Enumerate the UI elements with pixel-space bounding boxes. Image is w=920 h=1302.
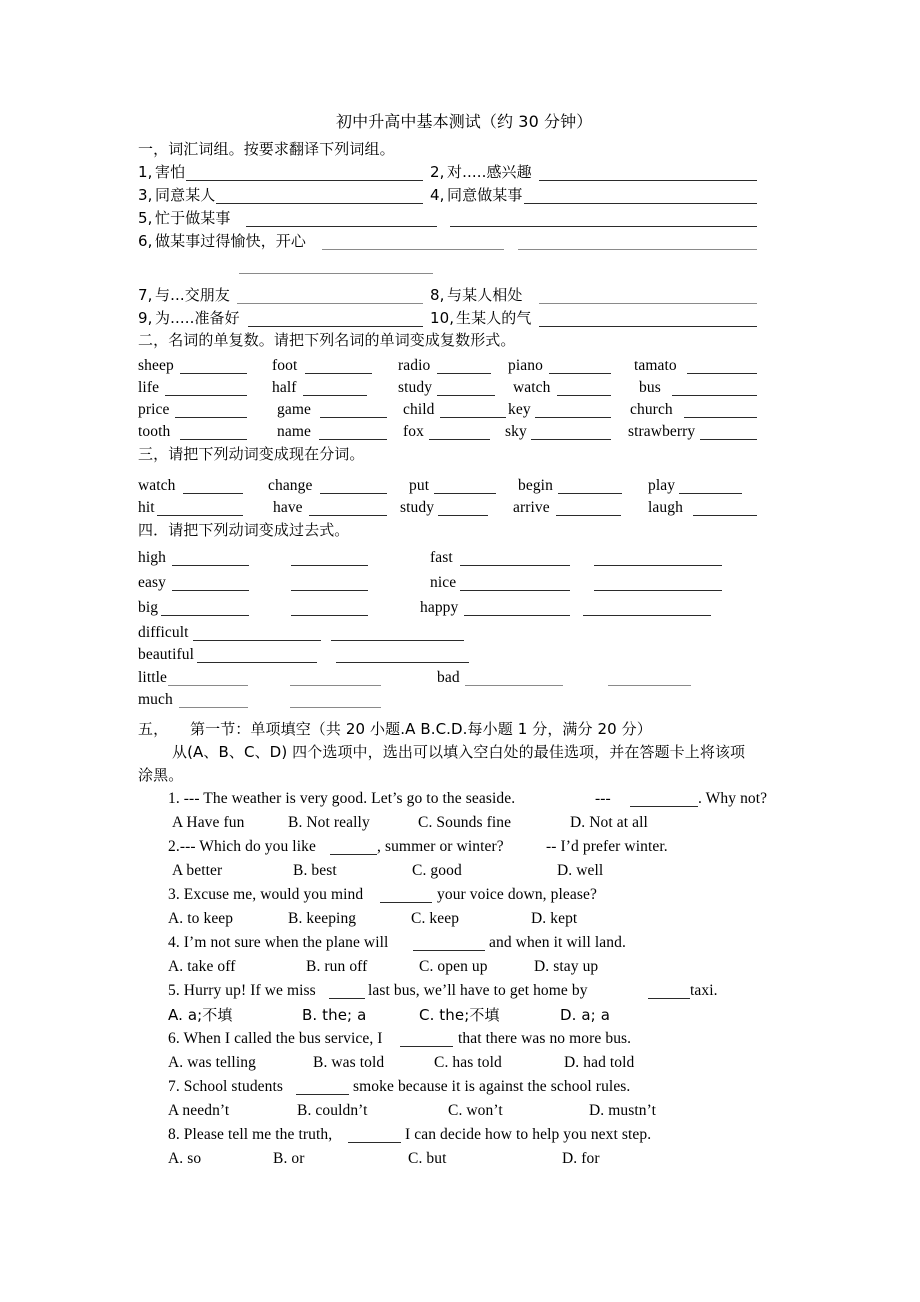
- section3-word-laugh: laugh: [648, 499, 683, 516]
- question-8-option-a[interactable]: A. so: [168, 1150, 202, 1167]
- section3-word-play: play: [648, 477, 676, 494]
- section3-blank-laugh[interactable]: [693, 515, 757, 516]
- question-5-option-c[interactable]: C. the;不填: [419, 1006, 500, 1024]
- section4-blank-big-2[interactable]: [291, 615, 368, 616]
- section4-word-little: little: [138, 669, 168, 686]
- question-3-option-d[interactable]: D. kept: [531, 910, 578, 927]
- section5-instruction-line2: 涂黑。: [138, 766, 184, 784]
- question-6-option-b[interactable]: B. was told: [313, 1054, 385, 1071]
- page-title: 初中升高中基本测试（约 30 分钟）: [336, 112, 593, 131]
- section2-word-name: name: [277, 423, 311, 440]
- section2-blank-tamato[interactable]: [687, 373, 757, 374]
- section1-blank-7[interactable]: [237, 303, 423, 304]
- section4-blank-happy-1[interactable]: [464, 615, 570, 616]
- question-4-stem-a: 4. I’m not sure when the plane will: [168, 934, 389, 951]
- question-6-stem-b: that there was no more bus.: [458, 1030, 632, 1047]
- question-4-blank[interactable]: [413, 950, 485, 951]
- section2-word-church: church: [630, 401, 673, 418]
- section3-blank-study[interactable]: [438, 515, 488, 516]
- section3-blank-change[interactable]: [320, 493, 387, 494]
- section4-blank-high-2[interactable]: [291, 565, 368, 566]
- section4-word-big: big: [138, 599, 159, 616]
- question-5-option-a[interactable]: A. a;不填: [168, 1006, 233, 1024]
- question-6-option-d[interactable]: D. had told: [564, 1054, 635, 1071]
- section4-blank-difficult-2[interactable]: [331, 640, 464, 641]
- section4-word-much: much: [138, 691, 173, 708]
- question-5-stem-a: 5. Hurry up! If we miss: [168, 982, 316, 999]
- section2-blank-price[interactable]: [175, 417, 247, 418]
- section5-instruction-line1: 从(A、B、C、D) 四个选项中，选出可以填入空白处的最佳选项，并在答题卡上将该项: [172, 743, 746, 761]
- section4-blank-high-1[interactable]: [172, 565, 249, 566]
- question-8-option-b[interactable]: B. or: [273, 1150, 305, 1167]
- section2-word-tooth: tooth: [138, 423, 171, 440]
- section1-blank-6c[interactable]: [239, 273, 433, 274]
- question-1-stem-a: 1. --- The weather is very good. Let’s go to the seaside.: [168, 790, 516, 807]
- section1-item-4-label: 同意做某事: [447, 186, 523, 204]
- section1-item-9-label: 为.....准备好: [155, 309, 240, 327]
- section2-word-study: study: [398, 379, 433, 396]
- section1-item-8-label: 与某人相处: [447, 286, 523, 304]
- section3-blank-arrive[interactable]: [556, 515, 621, 516]
- section1-blank-10[interactable]: [539, 326, 757, 327]
- section4-word-easy: easy: [138, 574, 166, 591]
- question-2-option-b[interactable]: B. best: [293, 862, 337, 879]
- question-5-blank-1[interactable]: [329, 998, 365, 999]
- question-2-option-d[interactable]: D. well: [557, 862, 604, 879]
- section2-blank-piano[interactable]: [549, 373, 611, 374]
- question-3-stem-b: your voice down, please?: [437, 886, 597, 903]
- section2-word-game: game: [277, 401, 311, 418]
- section2-blank-key[interactable]: [535, 417, 611, 418]
- question-8-option-c[interactable]: C. but: [408, 1150, 447, 1167]
- question-7-blank[interactable]: [296, 1094, 349, 1095]
- section4-word-fast: fast: [430, 549, 453, 566]
- section1-heading: 一，词汇词组。按要求翻译下列词组。: [138, 140, 395, 158]
- section4-blank-fast-1[interactable]: [460, 565, 570, 566]
- question-3-stem-a: 3. Excuse me, would you mind: [168, 886, 364, 903]
- section4-blank-fast-2[interactable]: [594, 565, 722, 566]
- section4-word-beautiful: beautiful: [138, 646, 194, 663]
- question-7-stem-a: 7. School students: [168, 1078, 284, 1095]
- question-5-option-b[interactable]: B. the; a: [302, 1006, 367, 1024]
- section2-word-bus: bus: [639, 379, 661, 396]
- section4-blank-bad-2[interactable]: [608, 685, 691, 686]
- section4-word-high: high: [138, 549, 166, 566]
- section1-blank-6a[interactable]: [322, 249, 504, 250]
- section1-item-8-num: 8,: [430, 286, 445, 304]
- question-4-option-a[interactable]: A. take off: [168, 958, 236, 975]
- section1-item-6-label: 做某事过得愉快，开心: [155, 232, 307, 250]
- section1-blank-4[interactable]: [524, 203, 757, 204]
- section3-word-hit: hit: [138, 499, 155, 516]
- section2-word-foot: foot: [272, 357, 298, 374]
- section2-blank-foot[interactable]: [305, 373, 372, 374]
- question-4-option-d[interactable]: D. stay up: [534, 958, 599, 975]
- question-5-option-d[interactable]: D. a; a: [560, 1006, 610, 1024]
- section1-item-4-num: 4,: [430, 186, 445, 204]
- section1-item-7-num: 7,: [138, 286, 153, 304]
- section2-blank-fox[interactable]: [429, 439, 490, 440]
- section4-word-bad: bad: [437, 669, 460, 686]
- question-4-option-b[interactable]: B. run off: [306, 958, 368, 975]
- section1-blank-3[interactable]: [216, 203, 423, 204]
- question-1-option-a[interactable]: A Have fun: [172, 814, 245, 831]
- section2-blank-life[interactable]: [165, 395, 247, 396]
- section4-word-nice: nice: [430, 574, 457, 591]
- question-2-blank[interactable]: [330, 854, 377, 855]
- section1-blank-1[interactable]: [186, 180, 423, 181]
- section3-blank-watch[interactable]: [183, 493, 243, 494]
- question-3-blank[interactable]: [380, 902, 432, 903]
- section4-blank-nice-2[interactable]: [594, 590, 722, 591]
- section4-blank-big-1[interactable]: [161, 615, 249, 616]
- section4-heading: 四．请把下列动词变成过去式。: [138, 521, 350, 539]
- section2-blank-radio[interactable]: [437, 373, 491, 374]
- question-6-option-c[interactable]: C. has told: [434, 1054, 502, 1071]
- section2-word-sheep: sheep: [138, 357, 174, 374]
- section3-word-study: study: [400, 499, 435, 516]
- question-1-blank[interactable]: [630, 806, 698, 807]
- question-5-blank-2[interactable]: [648, 998, 690, 999]
- question-1-option-d[interactable]: D. Not at all: [570, 814, 648, 831]
- question-6-stem-a: 6. When I called the bus service, I: [168, 1030, 383, 1047]
- section1-item-7-label: 与...交朋友: [155, 286, 231, 304]
- section4-word-happy: happy: [420, 599, 459, 616]
- section4-blank-easy-2[interactable]: [291, 590, 368, 591]
- section4-blank-difficult-1[interactable]: [193, 640, 321, 641]
- question-6-option-a[interactable]: A. was telling: [168, 1054, 256, 1071]
- section2-word-price: price: [138, 401, 170, 418]
- section1-item-10-num: 10,: [430, 309, 455, 327]
- section1-item-10-label: 生某人的气: [456, 309, 532, 327]
- section3-word-change: change: [268, 477, 313, 494]
- section2-heading: 二，名词的单复数。请把下列名词的单词变成复数形式。: [138, 331, 516, 349]
- section4-blank-little-2[interactable]: [290, 685, 381, 686]
- section2-word-radio: radio: [398, 357, 431, 374]
- section4-blank-bad-1[interactable]: [465, 685, 563, 686]
- section2-blank-bus[interactable]: [672, 395, 757, 396]
- section4-word-difficult: difficult: [138, 624, 189, 641]
- section2-blank-child[interactable]: [440, 417, 506, 418]
- section1-item-3-label: 同意某人: [155, 186, 216, 204]
- section2-blank-watch[interactable]: [557, 395, 611, 396]
- section1-item-2-num: 2,: [430, 163, 445, 181]
- section2-blank-tooth[interactable]: [180, 439, 247, 440]
- section1-item-5-label: 忙于做某事: [155, 209, 231, 227]
- section3-blank-play[interactable]: [679, 493, 742, 494]
- question-2-option-c[interactable]: C. good: [412, 862, 462, 879]
- question-1-option-c[interactable]: C. Sounds fine: [418, 814, 512, 831]
- section1-item-6-num: 6,: [138, 232, 153, 250]
- section4-blank-much-1[interactable]: [179, 707, 248, 708]
- section3-blank-begin[interactable]: [558, 493, 622, 494]
- section2-blank-study[interactable]: [437, 395, 495, 396]
- question-2-stem-a: 2.--- Which do you like: [168, 838, 316, 855]
- section3-blank-put[interactable]: [434, 493, 496, 494]
- question-7-option-a[interactable]: A needn’t: [168, 1102, 230, 1119]
- section2-word-strawberry: strawberry: [628, 423, 696, 440]
- section4-blank-nice-1[interactable]: [460, 590, 570, 591]
- section1-item-2-label: 对.....感兴趣: [447, 163, 532, 181]
- section1-blank-6b[interactable]: [518, 249, 757, 250]
- section3-blank-hit[interactable]: [157, 515, 243, 516]
- section3-word-watch: watch: [138, 477, 176, 494]
- section2-word-half: half: [272, 379, 297, 396]
- section2-blank-half[interactable]: [303, 395, 367, 396]
- question-3-option-b[interactable]: B. keeping: [288, 910, 357, 927]
- question-7-stem-b: smoke because it is against the school rules.: [353, 1078, 631, 1095]
- question-1-stem-c: . Why not?: [698, 790, 768, 807]
- question-1-stem-b: ---: [595, 790, 611, 807]
- section1-blank-5a[interactable]: [246, 226, 437, 227]
- section1-blank-8[interactable]: [539, 303, 757, 304]
- question-7-option-d[interactable]: D. mustn’t: [589, 1102, 657, 1119]
- section2-word-piano: piano: [508, 357, 543, 374]
- section1-item-1-num: 1,: [138, 163, 153, 181]
- section3-heading: 三，请把下列动词变成现在分词。: [138, 445, 365, 463]
- section2-blank-church[interactable]: [684, 417, 757, 418]
- section5-number: 五，: [138, 720, 169, 738]
- section1-item-9-num: 9,: [138, 309, 153, 327]
- section1-item-1-label: 害怕: [155, 163, 186, 181]
- section4-blank-little-1[interactable]: [168, 685, 248, 686]
- section3-word-put: put: [409, 477, 430, 494]
- section2-blank-strawberry[interactable]: [700, 439, 757, 440]
- section1-item-3-num: 3,: [138, 186, 153, 204]
- section1-item-5-num: 5,: [138, 209, 153, 227]
- section3-word-arrive: arrive: [513, 499, 550, 516]
- section4-blank-happy-2[interactable]: [583, 615, 711, 616]
- section2-word-sky: sky: [505, 423, 527, 440]
- section2-word-key: key: [508, 401, 531, 418]
- section5-heading: 第一节：单项填空（共 20 小题.A B.C.D.每小题 1 分，满分 20 分）: [190, 720, 652, 738]
- question-1-option-b[interactable]: B. Not really: [288, 814, 370, 831]
- question-2-stem-b: , summer or winter?: [377, 838, 504, 855]
- section2-word-tamato: tamato: [634, 357, 677, 374]
- question-4-option-c[interactable]: C. open up: [419, 958, 488, 975]
- section2-word-child: child: [403, 401, 435, 418]
- question-2-stem-c: -- I’d prefer winter.: [546, 838, 668, 855]
- section2-word-watch: watch: [513, 379, 551, 396]
- question-5-stem-b: last bus, we’ll have to get home by: [368, 982, 588, 999]
- section2-word-fox: fox: [403, 423, 424, 440]
- question-7-option-c[interactable]: C. won’t: [448, 1102, 503, 1119]
- section4-blank-easy-1[interactable]: [172, 590, 249, 591]
- section2-word-life: life: [138, 379, 160, 396]
- section1-blank-2[interactable]: [539, 180, 757, 181]
- section1-blank-5b[interactable]: [450, 226, 757, 227]
- section4-blank-beautiful-1[interactable]: [197, 662, 317, 663]
- question-3-option-a[interactable]: A. to keep: [168, 910, 234, 927]
- section1-blank-9[interactable]: [248, 326, 423, 327]
- section2-blank-sheep[interactable]: [180, 373, 247, 374]
- section3-word-have: have: [273, 499, 303, 516]
- question-7-option-b[interactable]: B. couldn’t: [297, 1102, 368, 1119]
- question-6-blank[interactable]: [400, 1046, 453, 1047]
- question-4-stem-b: and when it will land.: [489, 934, 626, 951]
- section4-blank-beautiful-2[interactable]: [336, 662, 469, 663]
- question-3-option-c[interactable]: C. keep: [411, 910, 460, 927]
- section2-blank-name[interactable]: [319, 439, 387, 440]
- question-5-stem-c: taxi.: [690, 982, 718, 999]
- section4-blank-much-2[interactable]: [290, 707, 381, 708]
- question-8-stem-a: 8. Please tell me the truth,: [168, 1126, 333, 1143]
- question-8-option-d[interactable]: D. for: [562, 1150, 600, 1167]
- question-8-blank[interactable]: [348, 1142, 401, 1143]
- section2-blank-game[interactable]: [320, 417, 387, 418]
- question-2-option-a[interactable]: A better: [172, 862, 223, 879]
- section3-blank-have[interactable]: [309, 515, 387, 516]
- section3-word-begin: begin: [518, 477, 553, 494]
- question-8-stem-b: I can decide how to help you next step.: [405, 1126, 652, 1143]
- section2-blank-sky[interactable]: [531, 439, 611, 440]
